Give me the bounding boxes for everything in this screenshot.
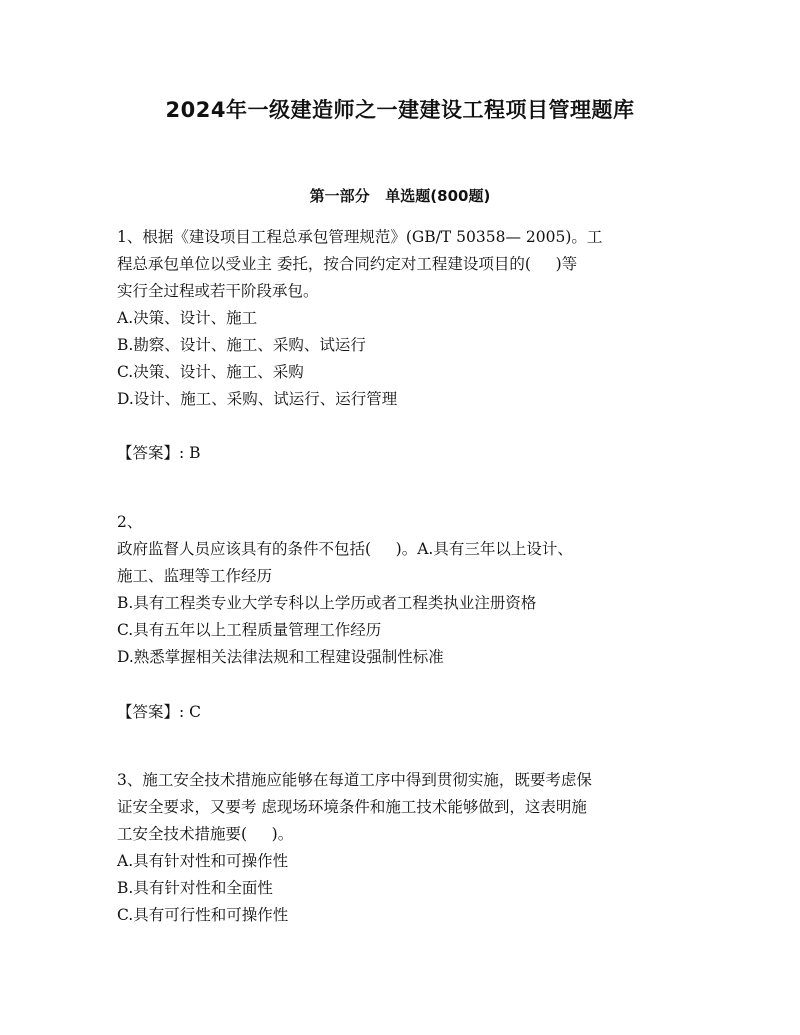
question-3-option-b: B.具有针对性和全面性 (117, 879, 273, 897)
question-1-option-b: B.勘察、设计、施工、采购、试运行 (117, 336, 366, 354)
question-1-stem-line-1: 1、根据《建设项目工程总承包管理规范》(GB/T 50358— 2005)。工 (117, 228, 603, 246)
question-2-answer: 【答案】: C (117, 703, 202, 721)
question-1-option-c: C.决策、设计、施工、采购 (117, 363, 304, 381)
question-1-answer: 【答案】: B (117, 444, 201, 462)
question-2-option-b: B.具有工程类专业大学专科以上学历或者工程类执业注册资格 (117, 594, 537, 612)
page-title: 2024年一级建造师之一建建设工程项目管理题库 (165, 98, 635, 122)
question-1-option-a: A.决策、设计、施工 (117, 309, 258, 327)
question-3-option-c: C.具有可行性和可操作性 (117, 906, 289, 924)
question-2-option-c: C.具有五年以上工程质量管理工作经历 (117, 621, 382, 639)
question-2-option-d: D.熟悉掌握相关法律法规和工程建设强制性标准 (117, 648, 444, 666)
section-heading: 第一部分 单选题(800题) (309, 187, 491, 205)
question-2-stem-line-1: 政府监督人员应该具有的条件不包括( )。A.具有三年以上设计、 (117, 540, 573, 558)
question-2-stem-line-2: 施工、监理等工作经历 (117, 567, 273, 585)
question-3-option-a: A.具有针对性和可操作性 (117, 852, 289, 870)
question-3-stem-line-2: 证安全要求，又要考 虑现场环境条件和施工技术能够做到，这表明施 (117, 798, 587, 816)
question-2-number: 2、 (117, 513, 143, 531)
question-3-stem-line-3: 工安全技术措施要( )。 (117, 825, 294, 843)
question-1-option-d: D.设计、施工、采购、试运行、运行管理 (117, 390, 398, 408)
question-1-stem-line-2: 程总承包单位以受业主 委托，按合同约定对工程建设项目的( )等 (117, 255, 578, 273)
question-1-stem-line-3: 实行全过程或若干阶段承包。 (117, 282, 319, 300)
question-3-stem-line-1: 3、施工安全技术措施应能够在每道工序中得到贯彻实施，既要考虑保 (117, 771, 592, 789)
